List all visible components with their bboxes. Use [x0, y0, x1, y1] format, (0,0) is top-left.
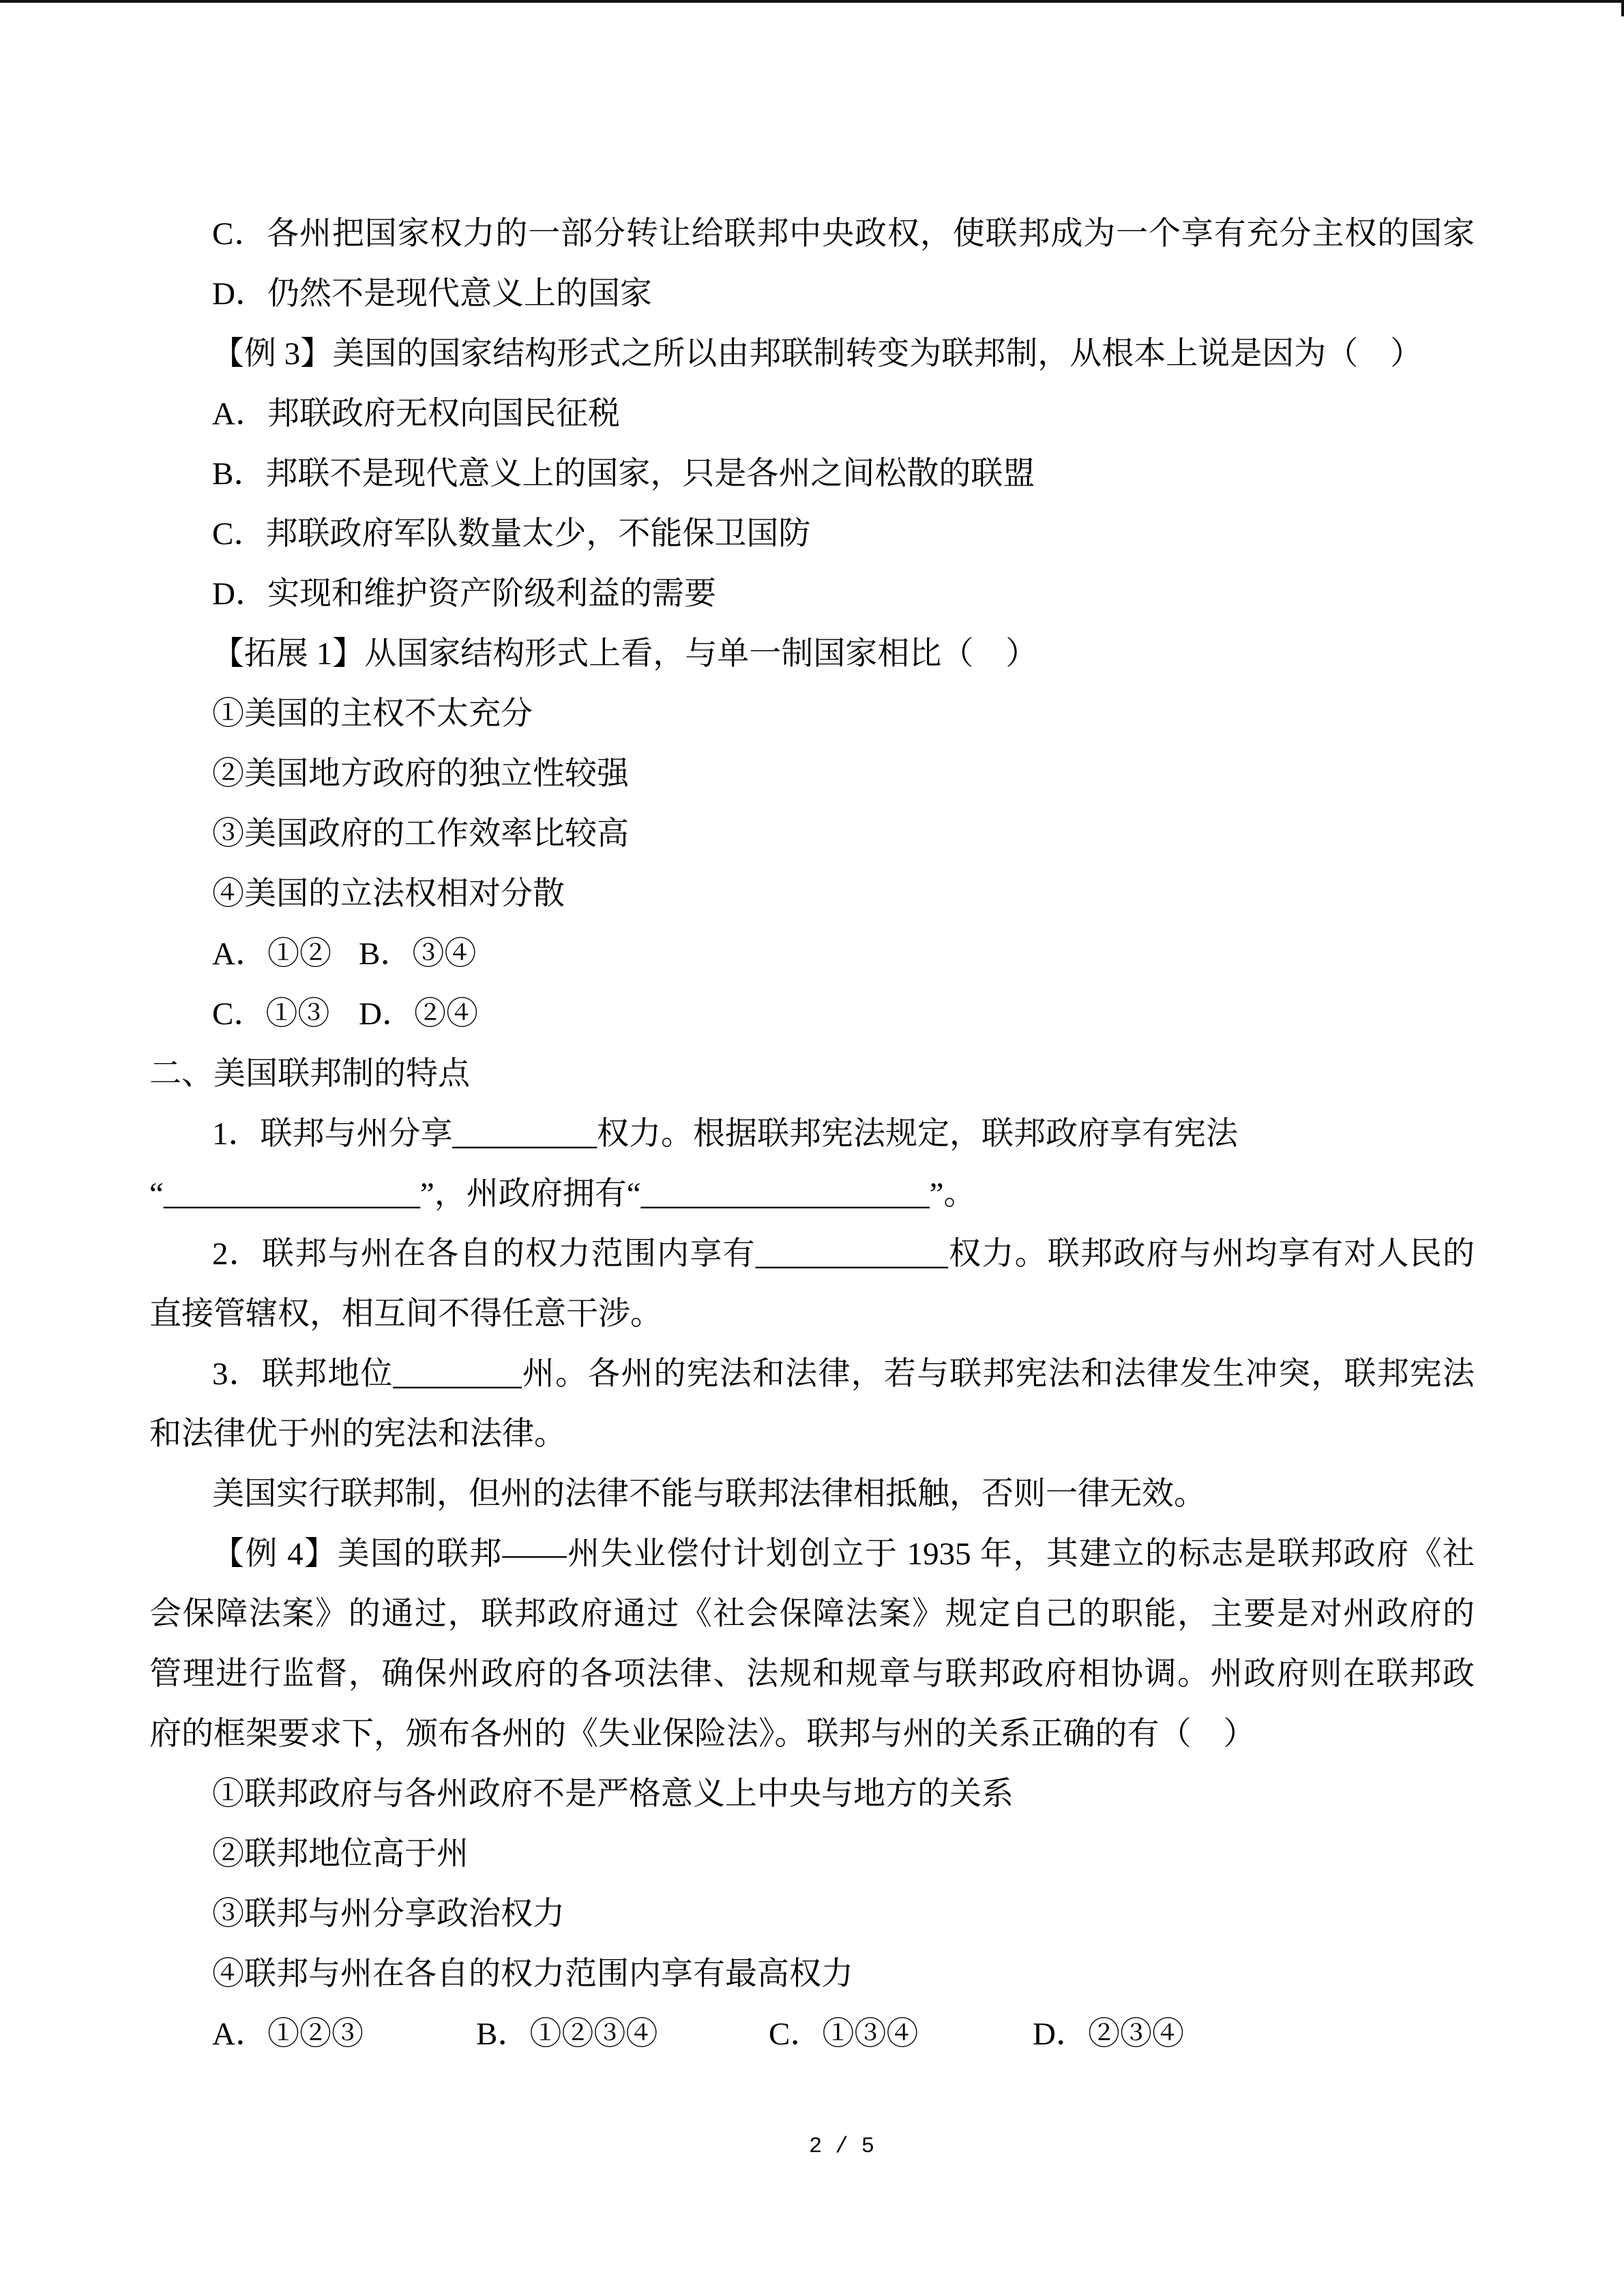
page-corner-mark: [1621, 0, 1624, 16]
section2-summary: 美国实行联邦制，但州的法律不能与联邦法律相抵触，否则一律无效。: [212, 1476, 1206, 1512]
section2-point3-line1: 3．联邦地位________州。各州的宪法和法律，若与联邦宪法和法律发生冲突，联邦宪法: [212, 1356, 1475, 1392]
extension1-statement-1: ①美国的主权不太充分: [212, 696, 533, 732]
continued-option-d: D．仍然不是现代意义上的国家: [212, 276, 652, 312]
extension1-statement-2: ②美国地方政府的独立性较强: [212, 756, 629, 792]
example4-statement-4: ④联邦与州在各自的权力范围内享有最高权力: [212, 1956, 853, 1992]
section2-point3-line2: 和法律优于州的宪法和法律。: [149, 1416, 566, 1452]
page-top-border: [0, 0, 1624, 3]
example4-choice-a: A．①②③: [212, 2016, 364, 2052]
section2-point1-line1: 1．联邦与州分享_________权力。根据联邦宪法规定，联邦政府享有宪法: [212, 1116, 1238, 1152]
section2-point2-line2: 直接管辖权，相互间不得任意干涉。: [149, 1296, 662, 1332]
page-number: 2 / 5: [808, 2134, 874, 2159]
example4-statement-2: ②联邦地位高于州: [212, 1836, 469, 1872]
extension1-choices-row-2: [149, 984, 1475, 1044]
section2-point2-line1: 2．联邦与州在各自的权力范围内享有____________权力。联邦政府与州均享有对人民的: [212, 1236, 1475, 1272]
example4-choice-b: B．①②③④: [476, 2016, 658, 2052]
section2-heading: 二、美国联邦制的特点: [149, 1056, 470, 1092]
extension1-choice-b: B．③④: [359, 936, 477, 972]
example4-statement-3: ③联邦与州分享政治权力: [212, 1896, 565, 1932]
section2-point1-line2: “________________”，州政府拥有“__________________”。: [149, 1176, 976, 1212]
example4-choice-c: C．①③④: [769, 2016, 919, 2052]
extension1-stem: 【拓展 1】从国家结构形式上看，与单一制国家相比（ ）: [212, 636, 1038, 672]
extension1-statement-3: ③美国政府的工作效率比较高: [212, 816, 629, 852]
extension1-statement-4: ④美国的立法权相对分散: [212, 876, 565, 912]
example4-stem-line4: 府的框架要求下，颁布各州的《失业保险法》。联邦与州的关系正确的有（ ）: [149, 1716, 1256, 1752]
example3-option-a: A．邦联政府无权向国民征税: [212, 396, 620, 432]
example3-option-b: B．邦联不是现代意义上的国家，只是各州之间松散的联盟: [212, 456, 1035, 492]
example4-stem-line1: 【例 4】美国的联邦——州失业偿付计划创立于 1935 年，其建立的标志是联邦政府《社: [212, 1536, 1475, 1572]
example3-stem: 【例 3】美国的国家结构形式之所以由邦联制转变为联邦制，从根本上说是因为（ ）: [212, 336, 1423, 372]
example4-statement-1: ①联邦政府与各州政府不是严格意义上中央与地方的关系: [212, 1776, 1014, 1812]
example4-choices-row: [149, 2004, 1475, 2064]
extension1-choice-a: A．①②: [212, 936, 331, 972]
extension1-choice-d: D．②④: [359, 996, 478, 1032]
example4-choice-d: D．②③④: [1033, 2016, 1184, 2052]
extension1-choices-row-1: [149, 924, 1475, 984]
document-body: [149, 204, 1475, 2064]
extension1-choice-c: C．①③: [212, 996, 330, 1032]
example3-option-d: D．实现和维护资产阶级利益的需要: [212, 576, 716, 612]
example3-option-c: C．邦联政府军队数量太少，不能保卫国防: [212, 516, 811, 552]
continued-option-c: C．各州把国家权力的一部分转让给联邦中央政权，使联邦成为一个享有充分主权的国家: [212, 216, 1475, 252]
example4-stem-line3: 管理进行监督，确保州政府的各项法律、法规和规章与联邦政府相协调。州政府则在联邦政: [149, 1656, 1475, 1692]
example4-stem-line2: 会保障法案》的通过，联邦政府通过《社会保障法案》规定自己的职能，主要是对州政府的: [149, 1596, 1475, 1632]
